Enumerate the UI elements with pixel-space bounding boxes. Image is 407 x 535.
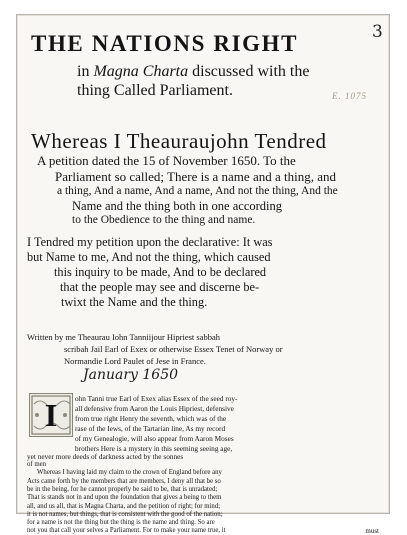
declaration-line-3: this inquiry to be made, And to be declared bbox=[54, 265, 267, 279]
title-line-3: thing Called Parliament. bbox=[77, 82, 233, 99]
body2-line-2: Acts came forth by the members that are members, I deny all that be so bbox=[27, 477, 221, 485]
body-line-4: rase of the Iews, of the Tartarian line, As my record bbox=[75, 424, 226, 433]
margin-note: E. 1075 bbox=[332, 91, 367, 101]
body-line-3: from true right Henry the seventh, which was of the bbox=[75, 414, 227, 423]
document-page bbox=[16, 14, 390, 535]
shelfmark-number: 3 bbox=[372, 22, 383, 42]
body2-line-7: for a name is not the thing but the thing is the name and thing. So are bbox=[27, 519, 215, 527]
title-line-2-pre: in bbox=[77, 63, 94, 80]
body-line-1: ohn Tanni true Earl of Exex alias Essex of the seed roy- bbox=[75, 394, 238, 403]
body-line-7 bbox=[27, 452, 183, 461]
body2-line-3: be in the being, for he cannot properly be said to be, that is unradated; bbox=[27, 485, 218, 493]
drop-cap-ornament bbox=[29, 393, 73, 437]
body-line-5: of my Genealogie, will also appear from Aaron Moses bbox=[75, 434, 234, 443]
signature-line-1: Written by me Theaurau Iohn Tanniijour Hipriest sabbah bbox=[27, 332, 221, 342]
whereas-heading: Whereas I Theauraujohn Tendred bbox=[31, 129, 327, 153]
body2-line-1: Whereas I having laid my claim to the crown of England before any bbox=[37, 469, 222, 477]
body2-line-5: all, and us all, that is Magna Charta, and the petition of right; for mind; bbox=[27, 502, 221, 510]
catchword: must bbox=[365, 527, 379, 535]
handwritten-date: January 1650 bbox=[83, 367, 179, 383]
body-line-7-text: yet never more deeds of darkness acted by the sonnes bbox=[27, 452, 184, 461]
declaration-line-4: that the people may see and discerne be- bbox=[60, 280, 260, 294]
title-line-1: THE NATIONS RIGHT bbox=[31, 31, 299, 56]
body-line-2: all defensive from Aaron the Louis Hipriest, defensive bbox=[75, 404, 234, 413]
declaration-line-5: twixt the Name and the thing. bbox=[61, 295, 208, 309]
signature-line-2: scribah Jail Earl of Exex or otherwise Essex Tenet of Norway or bbox=[64, 344, 283, 354]
whereas-line-6: to the Obedience to the thing and name. bbox=[72, 214, 256, 226]
title-line-2-post: discussed with the bbox=[188, 63, 310, 80]
body2-line-8: not you that call your selves a Parliament. For to make your name true, it bbox=[27, 527, 226, 535]
whereas-line-4: a thing, And a name, And a name, And not the thing, And the bbox=[57, 185, 338, 197]
body2-line-4: That is stands not in and upon the foundation that gives a being to them bbox=[27, 494, 222, 502]
body-line-6: brothers Here is a mystery in this seeming seeing age, bbox=[75, 444, 233, 453]
title-magna-charta: Magna Charta bbox=[93, 63, 189, 80]
body2-line-6: it is not names, but things, that is consistent with the good of the nation; bbox=[27, 510, 223, 518]
title-line-2 bbox=[77, 63, 309, 81]
whereas-line-3: Parliament so called; There is a name and a thing, and bbox=[55, 169, 336, 184]
declaration-line-2: but Name to me, And not the thing, which caused bbox=[27, 250, 271, 264]
whereas-line-5: Name and the thing both in one according bbox=[72, 199, 283, 213]
drop-cap-letter: I bbox=[44, 397, 58, 433]
declaration-line-1: I Tendred my petition upon the declarative: It was bbox=[27, 235, 273, 249]
body-line-8: of men bbox=[27, 461, 47, 468]
signature-line-3: Normandie Lord Paulet of Jese in France. bbox=[64, 356, 206, 366]
whereas-line-2: A petition dated the 15 of November 1650. To the bbox=[37, 153, 296, 168]
